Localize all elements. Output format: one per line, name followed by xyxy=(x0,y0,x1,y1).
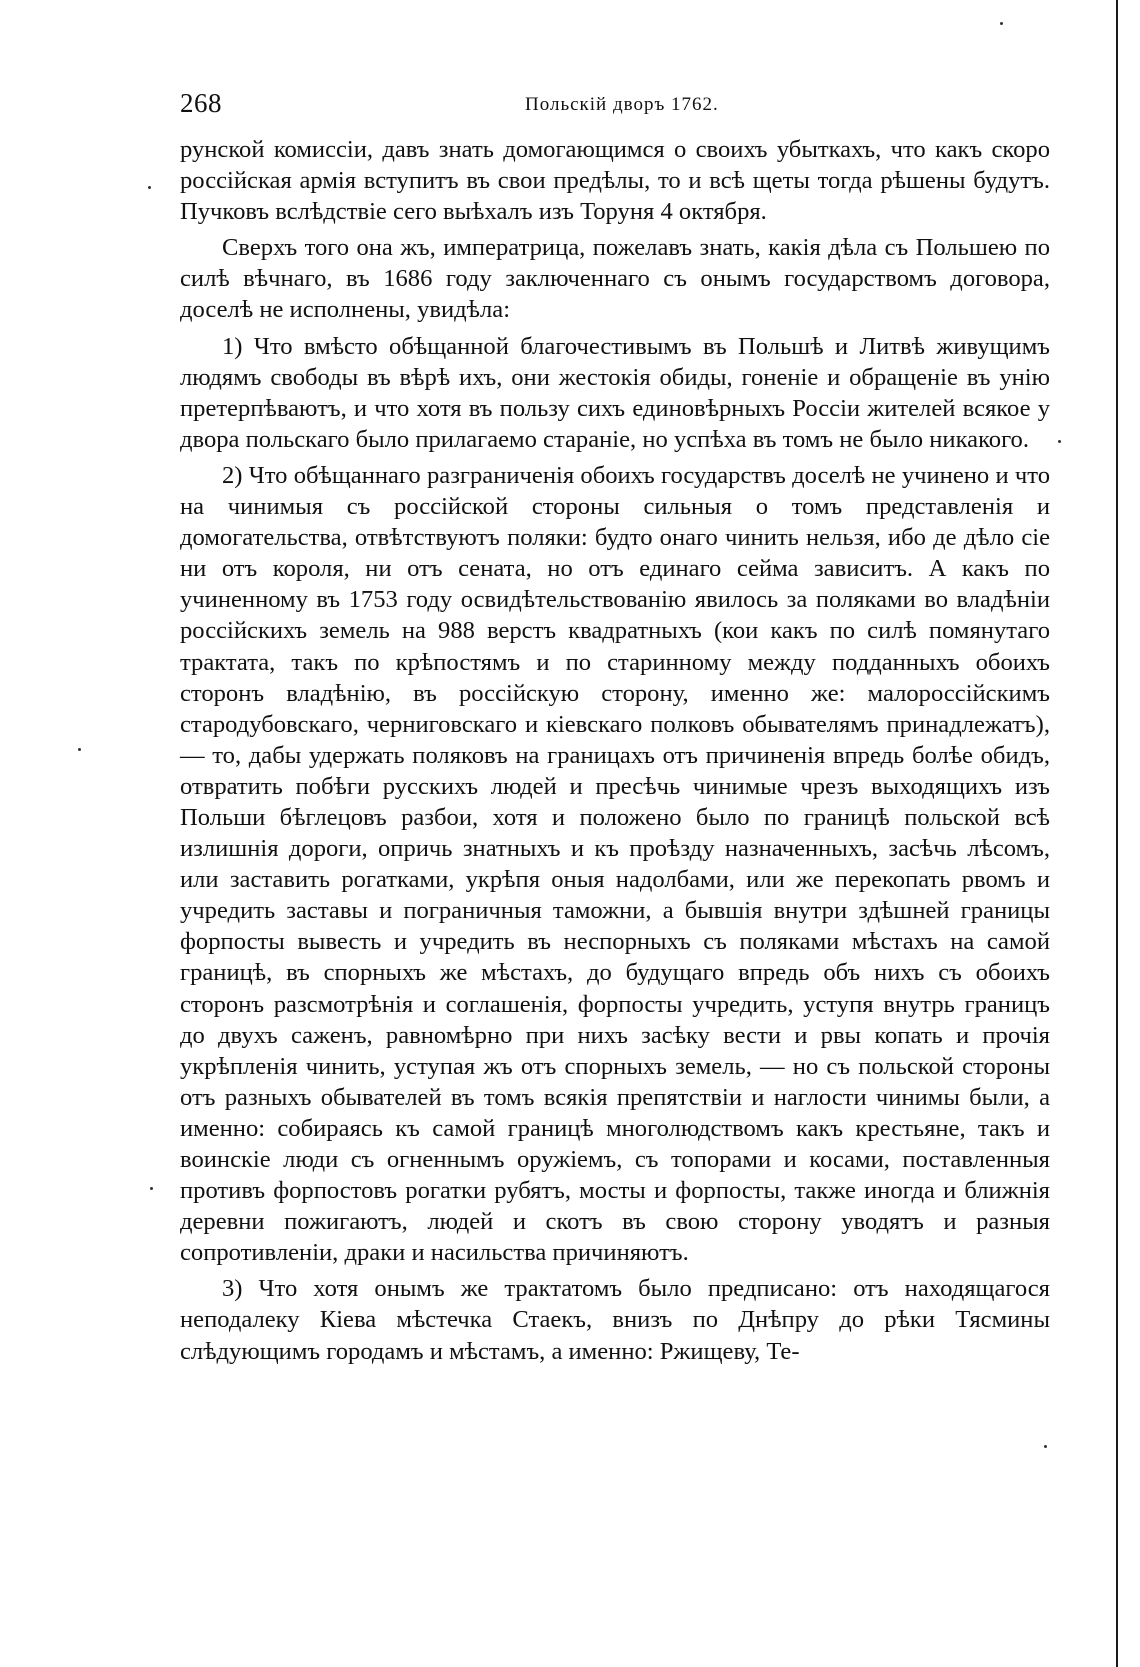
paragraph-continuation: рунской комиссіи, давъ знать домогающимся о своихъ убыткахъ, что какъ скоро россійская армія вступитъ въ свои предѣлы, то и всѣ щеты тогда рѣшены будутъ. Пучковъ вслѣдствіе сего выѣхалъ изъ Торуня 4 октября. xyxy=(180,136,1050,226)
running-head xyxy=(180,88,1050,118)
print-speck xyxy=(1044,1445,1047,1448)
print-speck xyxy=(1058,440,1061,443)
paragraph-item-2: 2) Что обѣщаннаго разграниченія обоихъ государствъ доселѣ не учинено и что на чинимыя съ россійской стороны сильныя о томъ представленія и домогательства, отвѣтствуютъ поляки: будто онаго чинить нельзя, ибо де дѣло сіе ни отъ короля, ни отъ сената, но отъ единаго сейма зависитъ. А какъ по учиненному въ 1753 году освидѣтельствованію явилось за поляками во владѣніи россійскихъ земель на 988 верстъ квадратныхъ (кои какъ по силѣ помянутаго трактата, такъ по крѣпостямъ и по старинному между подданныхъ обоихъ сторонъ владѣнію, въ россійскую сторону, именно же: малороссійскимъ стародубовскаго, черниговскаго и кіевскаго полковъ обывателямъ принадлежатъ), — то, дабы удержать поляковъ на границахъ отъ причиненія впредь болѣе обидъ, отвратить побѣги русскихъ людей и пресѣчь чинимые чрезъ выходящихъ изъ Польши бѣглецовъ разбои, хотя и положено было по границѣ польской всѣ излишнія дороги, опричь знатныхъ и къ проѣзду назначенныхъ, засѣчь лѣсомъ, или заставить рогатками, укрѣпя оныя надолбами, или же перекопать рвомъ и учредить заставы и пограничныя таможни, а бывшія внутри здѣшней границы форпосты вывесть и учредить въ неспорныхъ съ поляками мѣстахъ на самой границѣ, въ спорныхъ же мѣстахъ, до будущаго впредь объ нихъ съ обоихъ сторонъ разсмотрѣнія и соглашенія, форпосты учредить, уступя внутрь границъ до двухъ саженъ, равномѣрно при нихъ засѣку вести и рвы копать и прочія укрѣпленія чинить, уступая жъ отъ спорныхъ земель, — но съ польской стороны отъ разныхъ обывателей въ томъ всякія препятствіи и наглости чинимы были, а именно: собираясь къ самой границѣ многолюдствомъ какъ крестьяне, такъ и воинскіе люди съ огненнымъ оружіемъ, съ топорами и косами, поставленныя противъ форпостовъ рогатки рубятъ, мосты и форпосты, также иногда и ближнія деревни пожигаютъ, людей и скотъ въ свою сторону уводятъ и разныя сопротивленіи, драки и насильства причиняютъ. xyxy=(180,461,1050,1267)
print-speck xyxy=(78,748,81,751)
print-speck xyxy=(150,1187,153,1190)
page-edge-line xyxy=(1116,0,1118,1667)
paragraph-item-3: 3) Что хотя онымъ же трактатомъ было предписано: отъ находящагося неподалеку Кіева мѣстечка Стаекъ, внизъ по Днѣпру до рѣки Тясмины слѣдующимъ городамъ и мѣстамъ, а именно: Ржищеву, Те- xyxy=(180,1275,1050,1365)
body-text xyxy=(180,134,1050,1372)
running-title: Польскій дворъ 1762. xyxy=(525,94,719,115)
print-speck xyxy=(1000,22,1003,25)
paragraph-intro: Сверхъ того она жъ, императрица, пожелавъ знать, какія дѣла съ Польшею по силѣ вѣчнаго, въ 1686 году заключеннаго съ онымъ государствомъ договора, доселѣ не исполнены, увидѣла: xyxy=(180,234,1050,324)
paragraph-item-1: 1) Что вмѣсто обѣщанной благочестивымъ въ Польшѣ и Литвѣ живущимъ людямъ свободы въ вѣрѣ ихъ, они жестокія обиды, гоненіе и обращеніе въ унію претерпѣваютъ, и что хотя въ пользу сихъ единовѣрныхъ Россіи жителей всякое у двора польскаго было прилагаемо стараніе, но успѣха въ томъ не было никакого. xyxy=(180,332,1050,453)
print-speck xyxy=(148,186,151,189)
page-number: 268 xyxy=(180,88,222,118)
